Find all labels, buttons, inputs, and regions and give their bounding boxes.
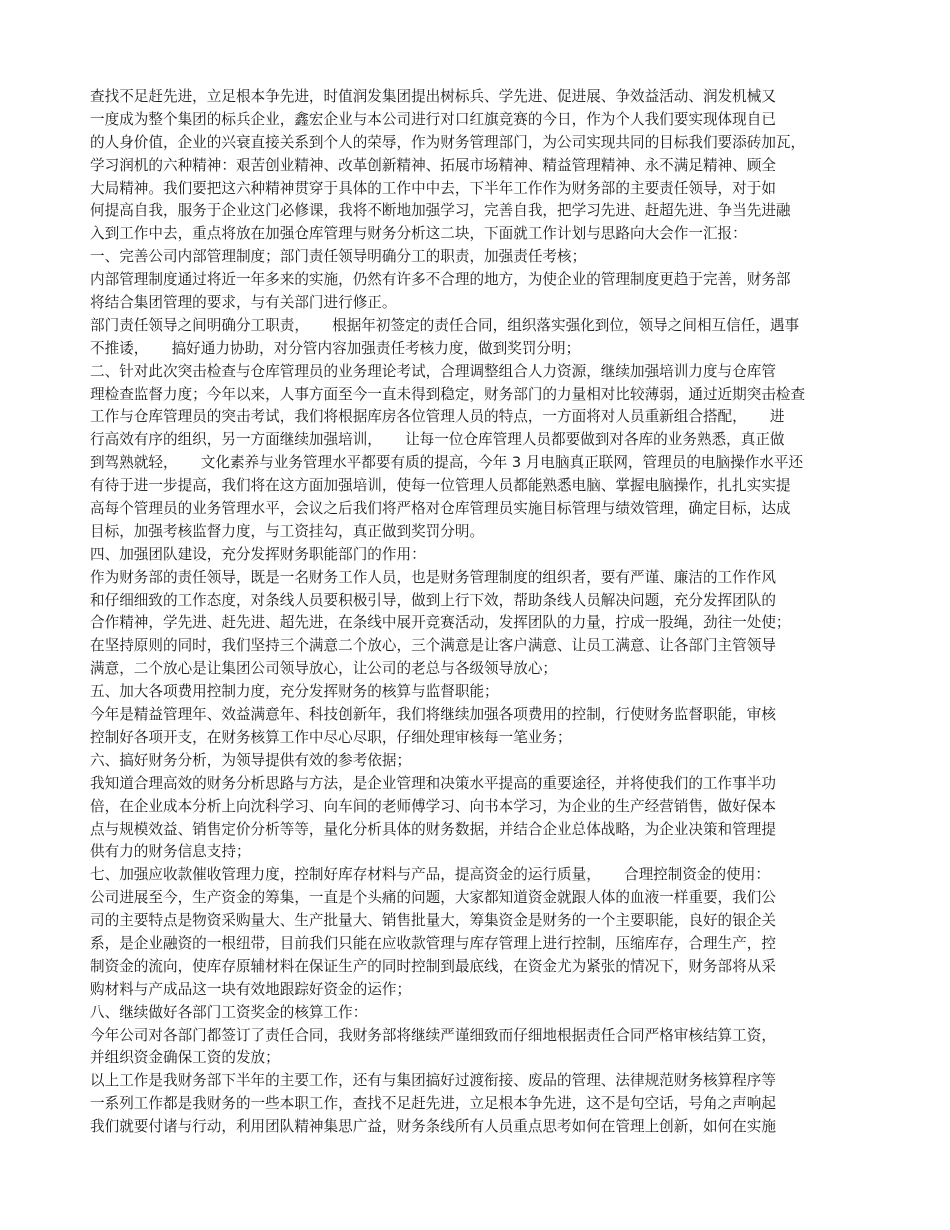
text-line: 何提高自我，服务于企业这门必修课，我将不断地加强学习，完善自我，把学习先进、赶超先进、争当先进融 — [90, 202, 791, 220]
text-line: 目标，加强考核监督力度，与工资挂勾，真正做到奖罚分明。 — [90, 522, 485, 540]
text-line: 的人身价值，企业的兴衰直接关系到个人的荣辱，作为财务管理部门，为公司实现共同的目标我们要添砖加瓦， — [90, 133, 806, 151]
text-line: 不推诿， 搞好通力协助，对分管内容加强责任考核力度，做到奖罚分明； — [90, 339, 581, 357]
text-line: 以上工作是我财务部下半年的主要工作，还有与集团搞好过渡衔接、废品的管理、法律规范财务核算程序等 — [90, 1072, 776, 1090]
section-heading: 一、完善公司内部管理制度；部门责任领导明确分工的职责，加强责任考核； — [90, 248, 587, 266]
text-line: 并组织资金确保工资的发放； — [90, 1049, 280, 1067]
text-line: 公司进展至今，生产资金的筹集，一直是个头痛的问题，大家都知道资金就跟人体的血液一样重要，我们公 — [90, 889, 776, 907]
section-heading: 八、继续做好各部门工资奖金的核算工作： — [90, 1003, 368, 1021]
section-heading: 七、加强应收款催收管理力度，控制好库存材料与产品，提高资金的运行质量， 合理控制资金的使用： — [90, 866, 770, 884]
text-line: 大局精神。我们要把这六种精神贯穿于具体的工作中中去，下半年工作作为财务部的主要责任领导，对于如 — [90, 179, 776, 197]
text-line: 内部管理制度通过将近一年多来的实施，仍然有许多不合理的地方，为使企业的管理制度更趋于完善，财务部 — [90, 271, 791, 289]
text-line: 入到工作中去，重点将放在加强仓库管理与财务分析这二块，下面就工作计划与思路向大会作一汇报： — [90, 225, 747, 243]
text-line: 制资金的流向，使库存原辅材料在保证生产的同时控制到最底线，在资金尤为紧张的情况下，财务部将从采 — [90, 957, 776, 975]
text-line: 查找不足赶先进，立足根本争先进，时值润发集团提出树标兵、学先进、促进展、争效益活动、润发机械又 — [90, 88, 776, 105]
text-line: 合作精神，学先进、赶先进、超先进，在条线中展开竞赛活动，发挥团队的力量，拧成一股绳，劲往一处使； — [90, 614, 791, 632]
text-line: 工作与仓库管理员的突击考试，我们将根据库房各位管理人员的特点，一方面将对人员重新组合搭配， 进 — [90, 408, 785, 426]
text-line: 司的主要特点是物资采购量大、生产批量大、销售批量大，筹集资金是财务的一个主要职能，良好的银企关 — [90, 912, 776, 930]
text-line: 今年是精益管理年、效益满意年、科技创新年，我们将继续加强各项费用的控制，行使财务监督职能，审核 — [90, 706, 776, 724]
text-line: 一度成为整个集团的标兵企业，鑫宏企业与本公司进行对口红旗竞赛的今日，作为个人我们要实现体现自已 — [90, 110, 776, 128]
document-body — [90, 86, 866, 1139]
text-line: 控制好各项开支，在财务核算工作中尽心尽职，仔细处理审核每一笔业务； — [90, 728, 572, 746]
text-line: 作为财务部的责任领导，既是一名财务工作人员，也是财务管理制度的组织者，要有严谨、廉洁的工作作风 — [90, 568, 776, 586]
text-line: 供有力的财务信息支持； — [90, 843, 251, 861]
text-line: 理检查监督力度；今年以来，人事方面至今一直未得到稳定，财务部门的力量相对比较薄弱，通过近期突击检查 — [90, 385, 806, 403]
section-heading: 六、搞好财务分析，为领导提供有效的参考依据； — [90, 751, 412, 769]
text-line: 将结合集团管理的要求，与有关部门进行修正。 — [90, 294, 397, 312]
text-line: 系，是企业融资的一根纽带，目前我们只能在应收款管理与库存管理上进行控制，压缩库存，合理生产，控 — [90, 934, 776, 952]
text-line: 高每个管理员的业务管理水平，会议之后我们将严格对仓库管理员实施目标管理与绩效管理，确定目标，达成 — [90, 500, 791, 518]
text-line: 我们就要付诸与行动，利用团队精神集思广益，财务条线所有人员重点思考如何在管理上创新，如何在实施 — [90, 1118, 776, 1136]
text-line: 在坚持原则的同时，我们坚持三个满意二个放心，三个满意是让客户满意、让员工满意、让各部门主管领导 — [90, 637, 776, 655]
text-line: 行高效有序的组织，另一方面继续加强培训， 让每一位仓库管理人员都要做到对各库的业务熟悉，真正做 — [90, 431, 785, 449]
text-line: 点与规模效益、销售定价分析等等，量化分析具体的财务数据，并结合企业总体战略，为企业决策和管理提 — [90, 820, 776, 838]
section-heading: 五、加大各项费用控制力度，充分发挥财务的核算与监督职能； — [90, 683, 499, 701]
text-line: 部门责任领导之间明确分工职责， 根据年初签定的责任合同，组织落实强化到位，领导之间相互信任，遇事 — [90, 316, 800, 334]
text-line: 一系列工作都是我财务的一些本职工作，查找不足赶先进，立足根本争先进，这不是句空话，号角之声响起 — [90, 1095, 776, 1113]
section-heading: 二、针对此次突击检查与仓库管理员的业务理论考试，合理调整组合人力资源，继续加强培训力度与仓库管 — [90, 362, 776, 380]
text-line: 到驾熟就轻， 文化素养与业务管理水平都要有质的提高，今年 3 月电脑真正联网，管理员的电脑操作水平还 — [90, 454, 804, 472]
text-line: 购材料与产成品这一块有效地跟踪好资金的运作； — [90, 980, 412, 998]
text-line: 学习润机的六种精神：艰苦创业精神、改革创新精神、拓展市场精神、精益管理精神、永不满足精神、顾全 — [90, 156, 776, 174]
text-line: 有待于进一步提高，我们将在这方面加强培训，使每一位管理人员都能熟悉电脑、掌握电脑操作，扎扎实实提 — [90, 477, 791, 495]
text-line: 今年公司对各部门都签订了责任合同，我财务部将继续严谨细致而仔细地根据责任合同严格审核结算工资， — [90, 1026, 776, 1044]
text-line: 倍，在企业成本分析上向沈科学习、向车间的老师傅学习、向书本学习，为企业的生产经营销售，做好保本 — [90, 797, 776, 815]
section-heading: 四、加强团队建设，充分发挥财务职能部门的作用： — [90, 545, 426, 563]
text-line: 满意，二个放心是让集团公司领导放心，让公司的老总与各级领导放心； — [90, 660, 558, 678]
text-line: 和仔细细致的工作态度，对条线人员要积极引导，做到上行下效，帮助条线人员解决问题，充分发挥团队的 — [90, 591, 776, 609]
text-line: 我知道合理高效的财务分析思路与方法，是企业管理和决策水平提高的重要途径，并将使我们的工作事半功 — [90, 774, 776, 792]
